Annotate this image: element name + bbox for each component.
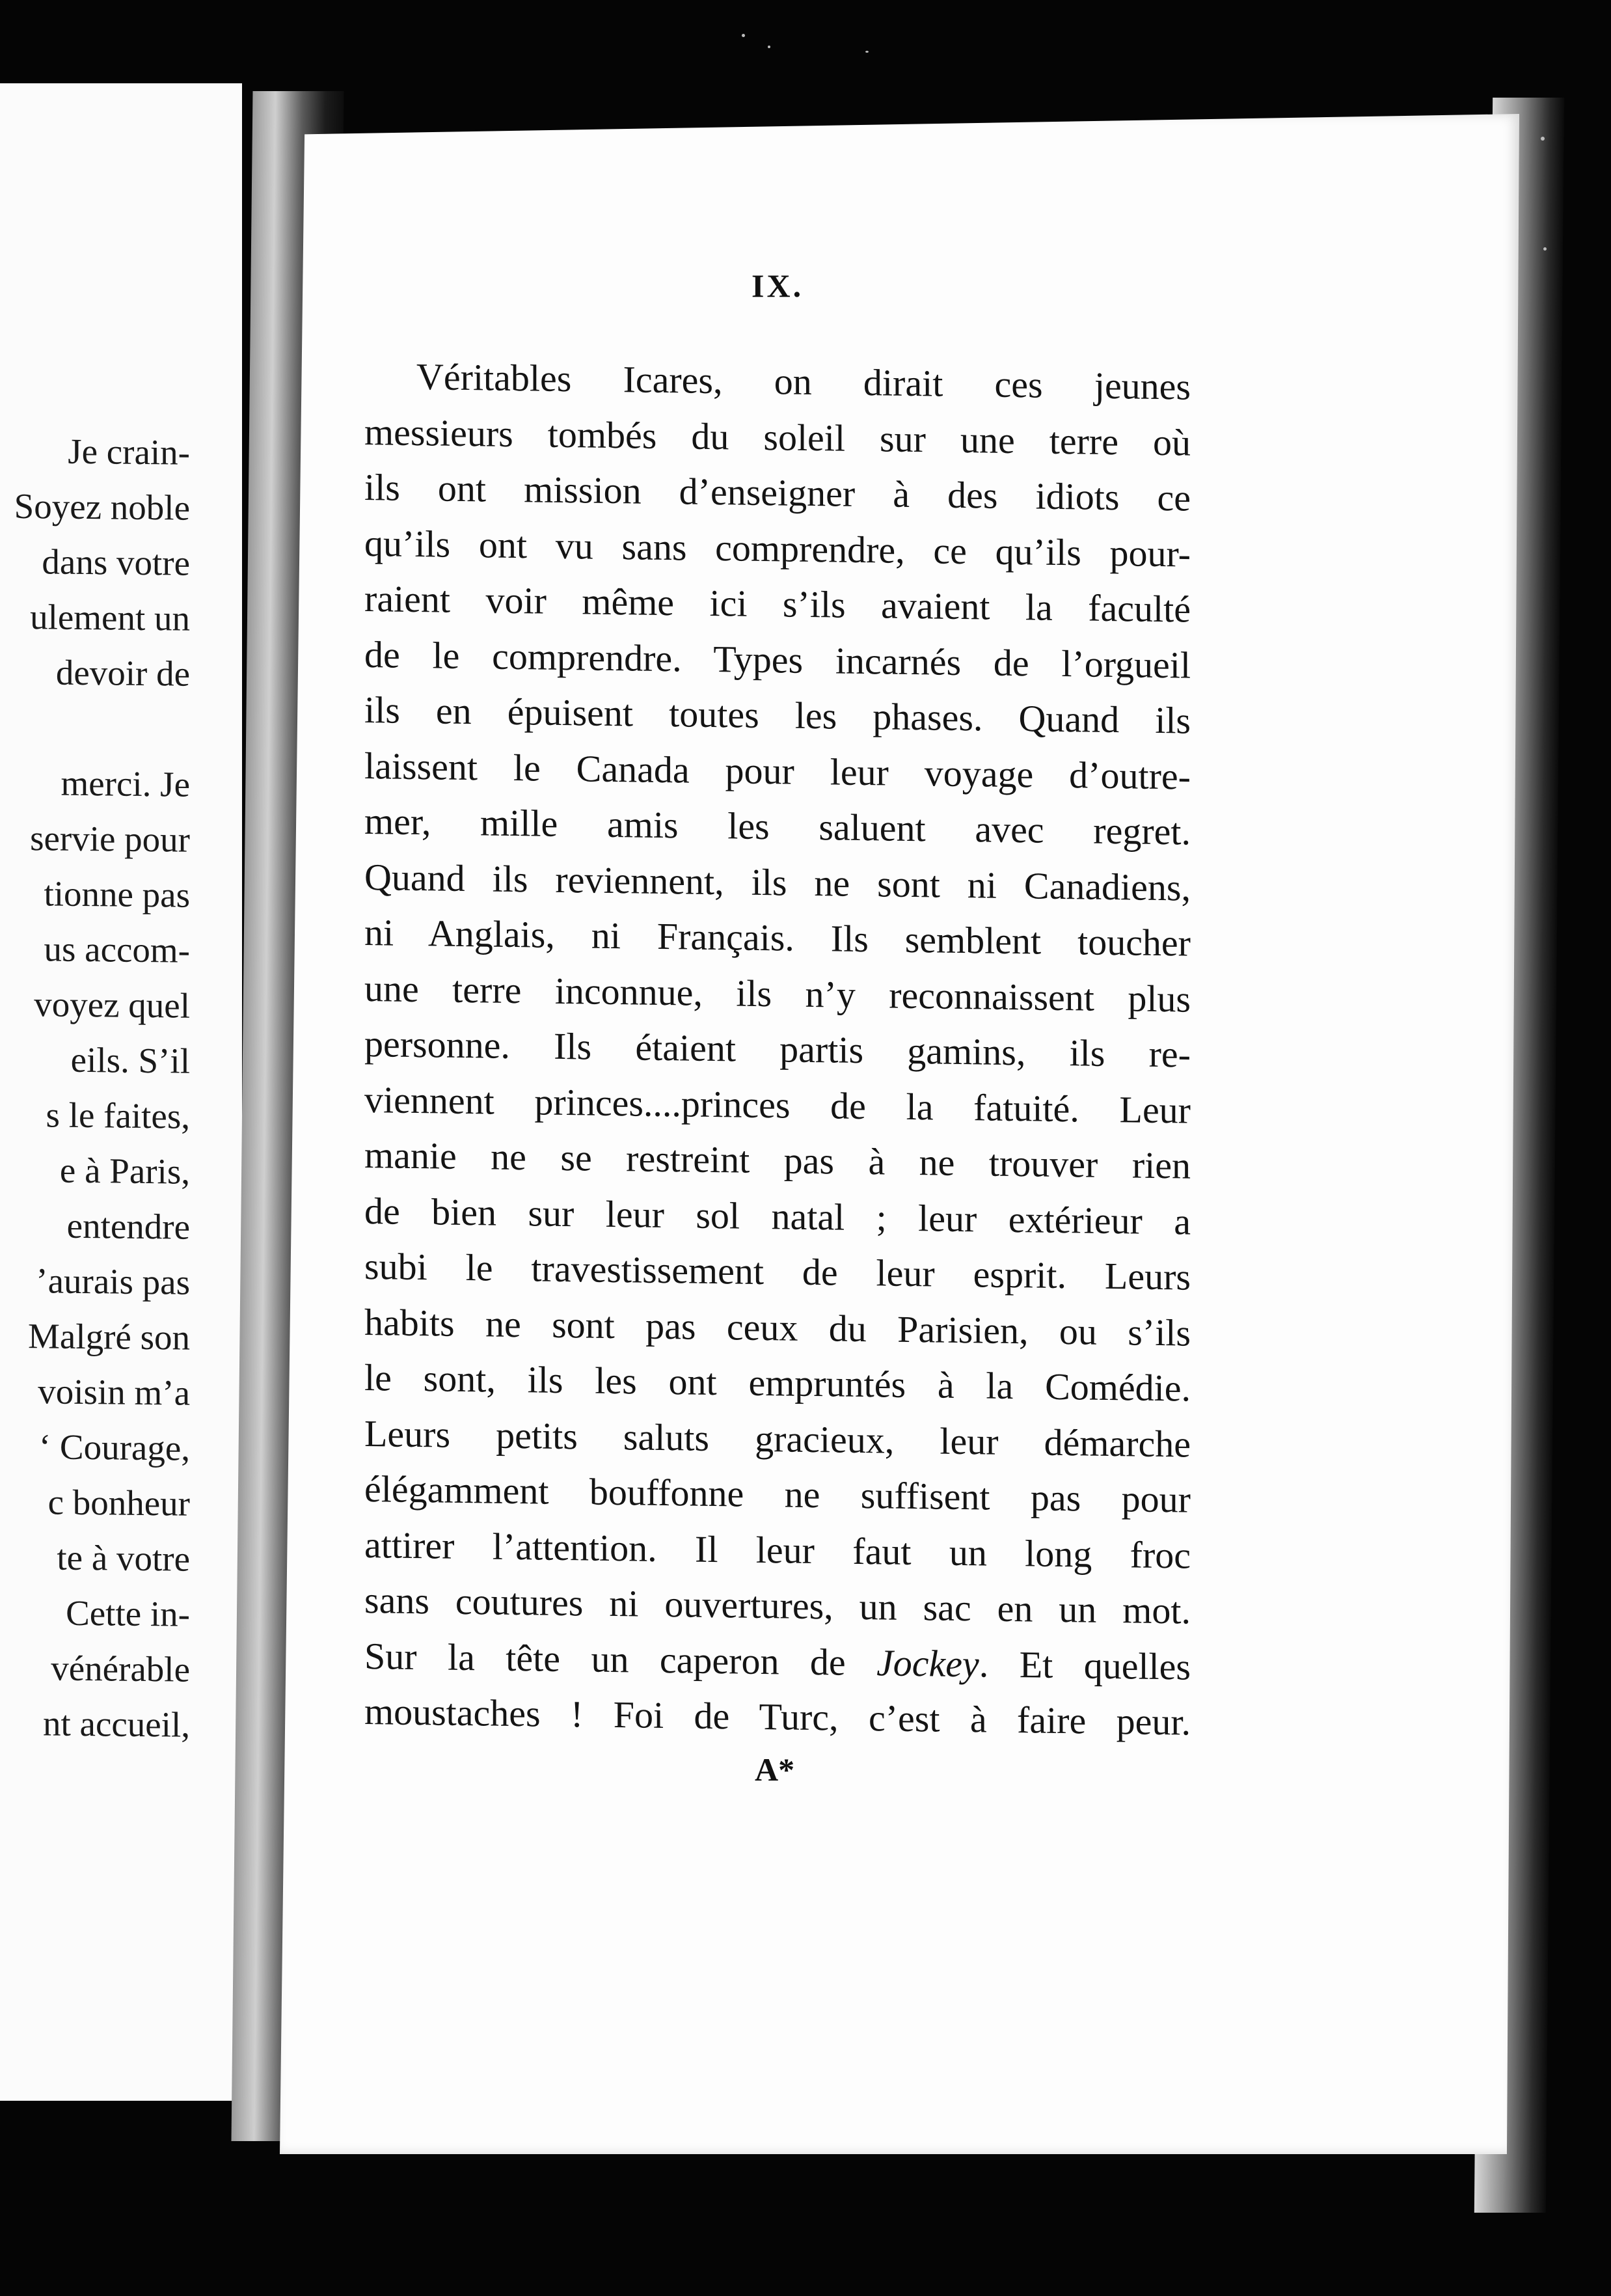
left-text-line: ‘ Courage,	[38, 1427, 190, 1468]
text-line: mer, mille amis les saluent avec regret.	[364, 800, 1191, 853]
text-fragment: . Et quelles	[979, 1642, 1191, 1688]
text-line: de bien sur leur sol natal ; leur extérieur a	[364, 1189, 1191, 1243]
page-body-text	[364, 348, 1191, 1750]
text-line: subi le travestissement de leur esprit. Leurs	[364, 1245, 1191, 1298]
text-line: messieurs tombés du soleil sur une terre où	[364, 410, 1191, 464]
text-line: Véritables Icares, on dirait ces jeunes	[416, 355, 1191, 408]
dust-speck	[1541, 137, 1545, 141]
page-number: IX.	[751, 267, 804, 304]
left-text-line: nt accueil,	[43, 1703, 190, 1745]
left-text-line: ulement un	[30, 597, 190, 638]
left-text-line: servie pour	[30, 818, 190, 860]
left-text-line: te à votre	[57, 1537, 190, 1579]
left-text-line: Cette in-	[66, 1592, 190, 1634]
text-line: une terre inconnue, ils n’y reconnaissent plus	[364, 966, 1191, 1020]
dust-speck	[742, 34, 745, 37]
left-text-line: e à Paris,	[59, 1150, 190, 1192]
text-line: viennent princes....princes de la fatuité. Leur	[364, 1078, 1191, 1132]
text-line: ils en épuisent toutes les phases. Quand ils	[364, 689, 1191, 742]
left-text-line: voisin m’a	[38, 1371, 190, 1413]
left-text-line: merci. Je	[61, 763, 190, 804]
left-text-line: Soyez noble	[14, 485, 190, 528]
left-page	[0, 83, 242, 2101]
text-line: raient voir même ici s’ils avaient la faculté	[364, 577, 1191, 631]
left-text-line: us accom-	[44, 929, 190, 970]
text-line: sans coutures ni ouvertures, un sac en un mot.	[364, 1579, 1191, 1632]
text-line: attirer l’attention. Il leur faut un long froc	[364, 1523, 1191, 1577]
left-text-line: devoir de	[55, 652, 190, 694]
left-text-line: ’aurais pas	[36, 1261, 190, 1302]
text-line: Quand ils reviennent, ils ne sont ni Canadiens,	[364, 855, 1191, 909]
left-page-text	[0, 421, 190, 1752]
text-line: laissent le Canada pour leur voyage d’outre-	[364, 744, 1191, 798]
left-text-line: vénérable	[51, 1648, 190, 1689]
text-line: ni Anglais, ni Français. Ils semblent toucher	[364, 911, 1191, 964]
text-line: manie ne se restreint pas à ne trouver rien	[364, 1134, 1191, 1187]
text-line: personne. Ils étaient partis gamins, ils re-	[364, 1022, 1191, 1076]
text-line: le sont, ils les ont empruntés à la Comédie.	[364, 1356, 1191, 1410]
paragraph-gap	[0, 698, 190, 756]
left-text-line: eils. S’il	[70, 1039, 190, 1081]
left-text-line: tionne pas	[44, 873, 190, 915]
text-line: Leurs petits saluts gracieux, leur démarche	[364, 1412, 1191, 1466]
text-fragment: Sur la tête un caperon de	[364, 1634, 877, 1684]
italic-word: Jockey	[876, 1641, 979, 1685]
left-text-line: Malgré son	[28, 1316, 190, 1358]
dust-speck	[768, 46, 770, 48]
left-text-line: Je crain-	[68, 431, 190, 472]
text-line: ils ont mission d’enseigner à des idiots ce	[364, 466, 1191, 519]
text-line: de le comprendre. Types incarnés de l’orgueil	[364, 633, 1191, 687]
dust-speck	[865, 51, 869, 53]
text-line: qu’ils ont vu sans comprendre, ce qu’ils pour-	[364, 521, 1191, 575]
left-text-line: s le faites,	[46, 1095, 190, 1136]
text-line-last: moustaches ! Foi de Turc, c’est à faire peur.	[364, 1690, 1191, 1743]
text-line: élégamment bouffonne ne suffisent pas pour	[364, 1468, 1191, 1521]
left-text-line: entendre	[66, 1205, 190, 1247]
text-line-italic	[364, 1628, 1191, 1695]
dust-speck	[1543, 247, 1547, 251]
left-text-line: voyez quel	[34, 984, 190, 1026]
text-line: habits ne sont pas ceux du Parisien, ou s’ils	[364, 1300, 1191, 1354]
signature-mark: A*	[755, 1751, 795, 1788]
left-text-line: dans votre	[42, 541, 190, 583]
left-text-line: c bonheur	[47, 1482, 190, 1524]
